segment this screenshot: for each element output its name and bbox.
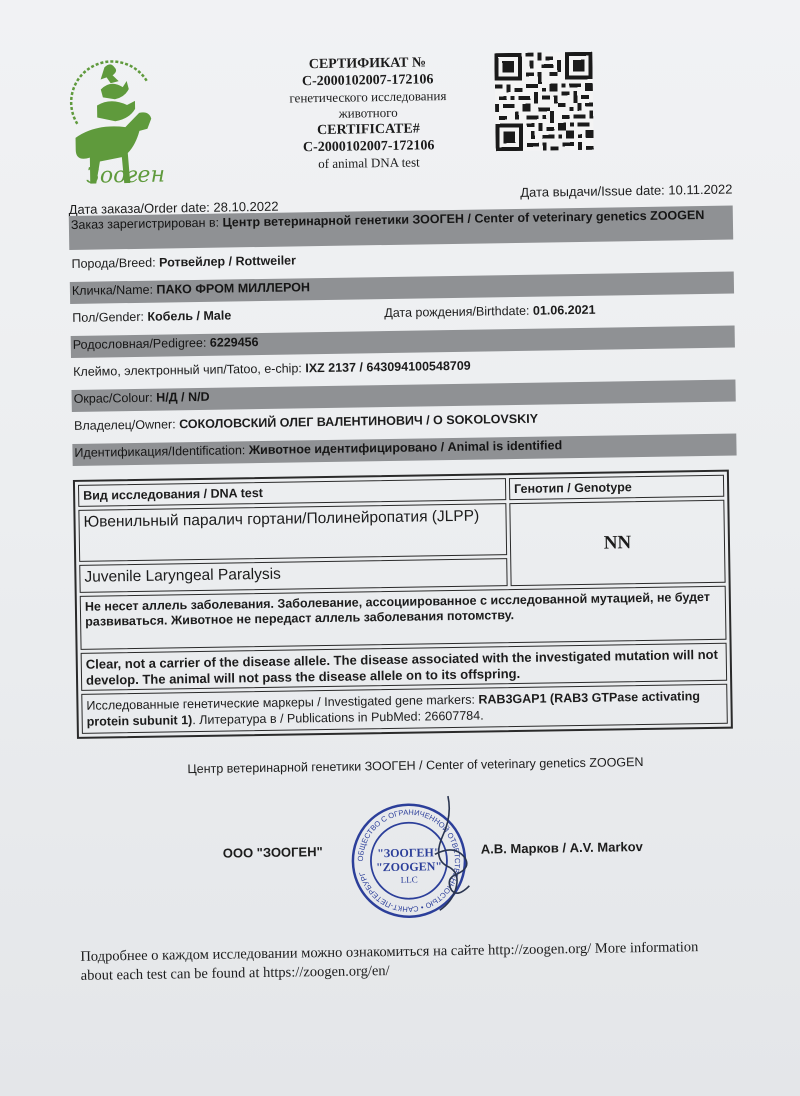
name-value: ПАКО ФРОМ МИЛЛЕРОН xyxy=(156,280,311,297)
markers-value: RAB3GAP1 (RAB3 GTPase activating protein subunit 1) xyxy=(86,689,701,729)
subtitle-en: of animal DNA test xyxy=(318,154,420,172)
genotype-value: NN xyxy=(509,500,725,586)
gene-markers xyxy=(81,684,728,734)
stamp-ring-text: ОБЩЕСТВО С ОГРАНИЧЕННОЙ ОТВЕТСТВЕННОСТЬЮ • САНКТ-ПЕТЕРБУРГ xyxy=(355,807,462,914)
registered-label: Заказ зарегистрирован в: xyxy=(70,215,220,232)
certificate-title xyxy=(252,53,484,173)
chip-label: Клеймо, электронный чип/Tatoo, e-chip: xyxy=(73,361,302,379)
identification-value: Животное идентифицировано / Animal is identified xyxy=(248,438,563,458)
birthdate-label: Дата рождения/Birthdate: xyxy=(384,303,530,321)
issue-date: Дата выдачи/Issue date: 10.11.2022 xyxy=(520,181,733,200)
center-name: Центр ветеринарной генетики ЗООГЕН / Center of veterinary genetics ZOOGEN xyxy=(187,755,644,777)
title-ru: СЕРТИФИКАТ № xyxy=(308,55,427,73)
result-ru: Не несет аллель заболевания. Заболевание, ассоциированное с исследованной мутацией, не будет развиваться. Животное не передаст аллель заболевания потомству. xyxy=(80,586,727,650)
identification-label: Идентификация/Identification: xyxy=(74,443,246,460)
signature-icon xyxy=(408,793,490,914)
gender-label: Пол/Gender: xyxy=(72,309,145,325)
colour-value: Н/Д / N/D xyxy=(156,389,210,405)
name-label: Кличка/Name: xyxy=(71,282,154,298)
publications: . Литература в / Publications in PubMed: 26607784. xyxy=(192,708,484,728)
pedigree-value: 6229456 xyxy=(209,335,259,350)
company-name: ООО "ЗООГЕН" xyxy=(222,844,323,861)
certificate-content xyxy=(66,30,733,984)
order-date: Дата заказа/Order date: 28.10.2022 xyxy=(68,198,279,217)
logo-text: Зоогeн xyxy=(85,162,166,189)
header-genotype: Генотип / Genotype xyxy=(509,475,724,500)
signer-name: А.В. Марков / A.V. Markov xyxy=(480,839,643,857)
animal-info xyxy=(69,206,737,466)
dna-test-table xyxy=(73,470,733,739)
owner-label: Владелец/Owner: xyxy=(73,417,176,433)
owner-value: СОКОЛОВСКИЙ ОЛЕГ ВАЛЕНТИНОВИЧ / О SOKOLOVSKIY xyxy=(179,411,539,432)
header-test: Вид исследования / DNA test xyxy=(78,478,506,507)
certificate-number-en: С-2000102007-172106 xyxy=(302,138,435,156)
footer-note: Подробнее о каждом исследовании можно ознакомиться на сайте http://zoogen.org/ More information about each test can be found at https://zoogen.org/en/ xyxy=(80,939,699,984)
breed-value: Ротвейлер / Rottweiler xyxy=(159,253,297,270)
stamp-text-2: "ZOOGEN" xyxy=(375,859,443,875)
qr-code-icon xyxy=(494,52,594,152)
result-en: Clear, not a carrier of the disease allele. The disease associated with the investigated mutation will not develop. The animal will not pass the disease allele on to its offspring. xyxy=(81,643,728,691)
breed-label: Порода/Breed: xyxy=(71,255,156,271)
pedigree-label: Родословная/Pedigree: xyxy=(72,335,207,352)
subtitle-ru-1: генетического исследования xyxy=(289,88,447,106)
colour-label: Окрас/Colour: xyxy=(73,390,153,406)
markers-label: Исследованные генетические маркеры / Investigated gene markers: xyxy=(86,692,476,713)
gender-value: Кобель / Male xyxy=(147,308,232,324)
birthdate xyxy=(384,303,595,321)
subtitle-ru-2: животного xyxy=(338,104,398,121)
certificate-number-ru: С-2000102007-172106 xyxy=(301,72,434,90)
stamp-text-3: LLC xyxy=(400,874,418,885)
test-name-en: Juvenile Laryngeal Paralysis xyxy=(79,558,507,593)
title-en: CERTIFICATE# xyxy=(316,121,420,139)
stamp-text-1: "ЗООГЕН" xyxy=(377,845,441,861)
birthdate-value: 01.06.2021 xyxy=(532,302,596,318)
registered-value: Центр ветеринарной генетики ЗООГЕН / Center of veterinary genetics ZOOGEN xyxy=(222,207,705,230)
chip-value: IXZ 2137 / 643094100548709 xyxy=(305,358,471,376)
test-name-ru: Ювенильный паралич гортани/Полинейропатия (JLPP) xyxy=(78,503,507,562)
